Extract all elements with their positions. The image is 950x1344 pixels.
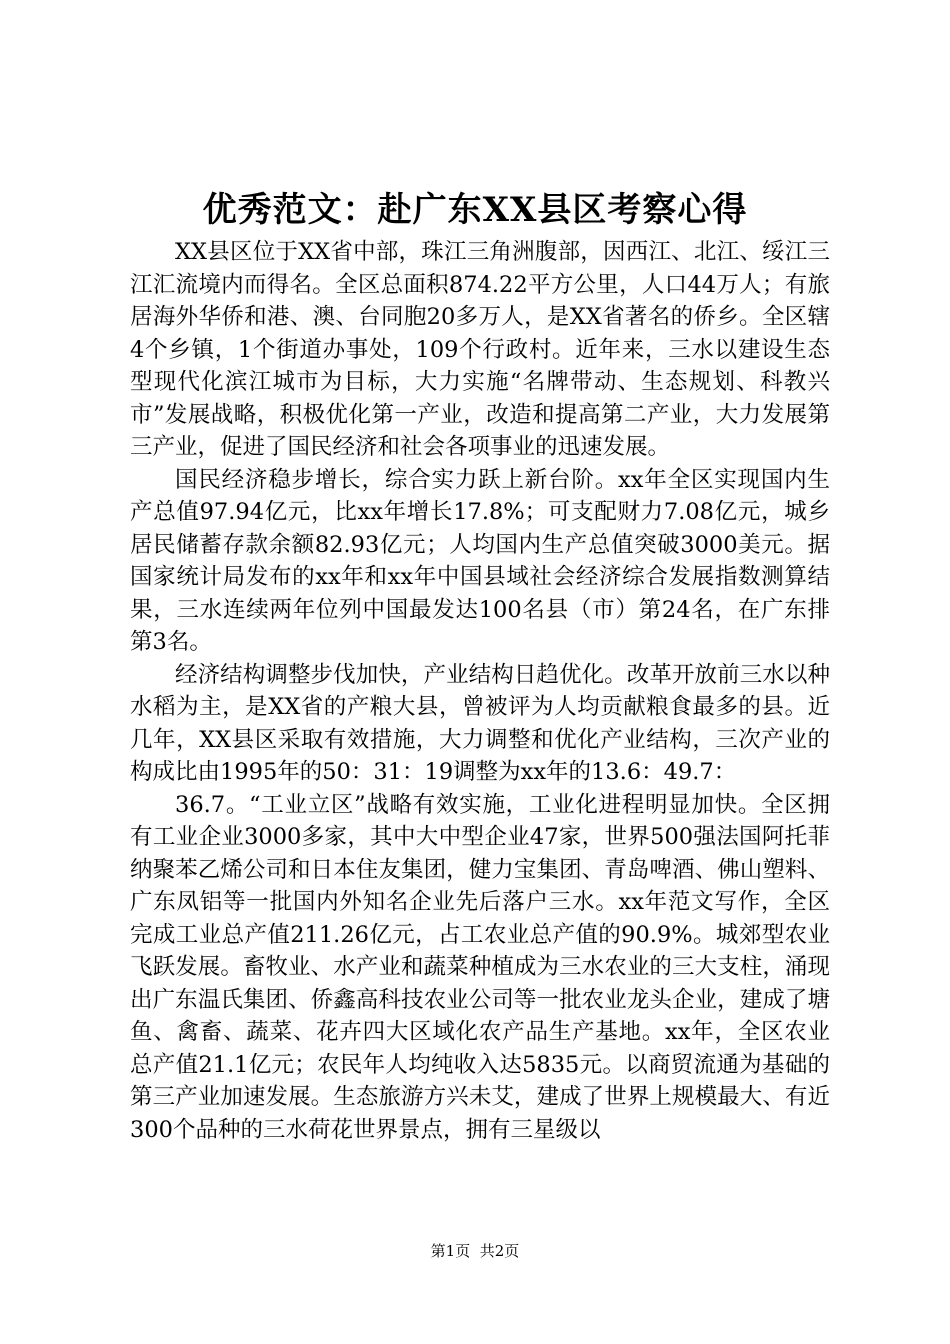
page-number: 第1页 (430, 1242, 471, 1260)
paragraph-1: XX县区位于XX省中部，珠江三角洲腹部，因西江、北江、绥江三江汇流境内而得名。全区总面积874.22平方公里，人口44万人；有旅居海外华侨和港、澳、台同胞20多万人，是XX省著名的侨乡。全区辖4个乡镇，1个街道办事处，109个行政村。近年来，三水以建设生态型现代化滨江城市为目标，大力实施“名牌带动、生态规划、科教兴市”发展战略，积极优化第一产业，改造和提高第二产业，大力发展第三产业，促进了国民经济和社会各项事业的迅速发展。 (130, 239, 830, 460)
total-pages: 共2页 (479, 1242, 520, 1260)
document-body (130, 236, 830, 1146)
paragraph-3: 经济结构调整步伐加快，产业结构日趋优化。改革开放前三水以种水稻为主，是XX省的产粮大县，曾被评为人均贡献粮食最多的县。近几年，XX县区采取有效措施，大力调整和优化产业结构，三次产业的构成比由1995年的50：31：19调整为xx年的13.6：49.7： (130, 661, 830, 785)
paragraph-2: 国民经济稳步增长，综合实力跃上新台阶。xx年全区实现国内生产总值97.94亿元，比xx年增长17.8%；可支配财力7.08亿元，城乡居民储蓄存款余额82.93亿元；人均国内生产总值突破3000美元。据国家统计局发布的xx年和xx年中国县域社会经济综合发展指数测算结果，三水连续两年位列中国最发达100名县（市）第24名，在广东排第3名。 (130, 466, 830, 655)
page-footer (0, 1241, 950, 1261)
document-title: 优秀范文：赴广东XX县区考察心得 (202, 190, 748, 230)
paragraph-4: 36.7。“工业立区”战略有效实施，工业化进程明显加快。全区拥有工业企业3000多家，其中大中型企业47家，世界500强法国阿托菲纳聚苯乙烯公司和日本住友集团，健力宝集团、青岛啤酒、佛山塑料、广东凤铝等一批国内外知名企业先后落户三水。xx年范文写作，全区完成工业总产值211.26亿元，占工农业总产值的90.9%。城郊型农业飞跃发展。畜牧业、水产业和蔬菜种植成为三水农业的三大支柱，涌现出广东温氏集团、侨鑫高科技农业公司等一批农业龙头企业，建成了塘鱼、禽畜、蔬菜、花卉四大区域化农产品生产基地。xx年，全区农业总产值21.1亿元；农民年人均纯收入达5835元。以商贸流通为基础的第三产业加速发展。生态旅游方兴未艾，建成了世界上规模最大、有近300个品种的三水荷花世界景点，拥有三星级以 (130, 791, 830, 1143)
footer-spacer (470, 1242, 480, 1260)
